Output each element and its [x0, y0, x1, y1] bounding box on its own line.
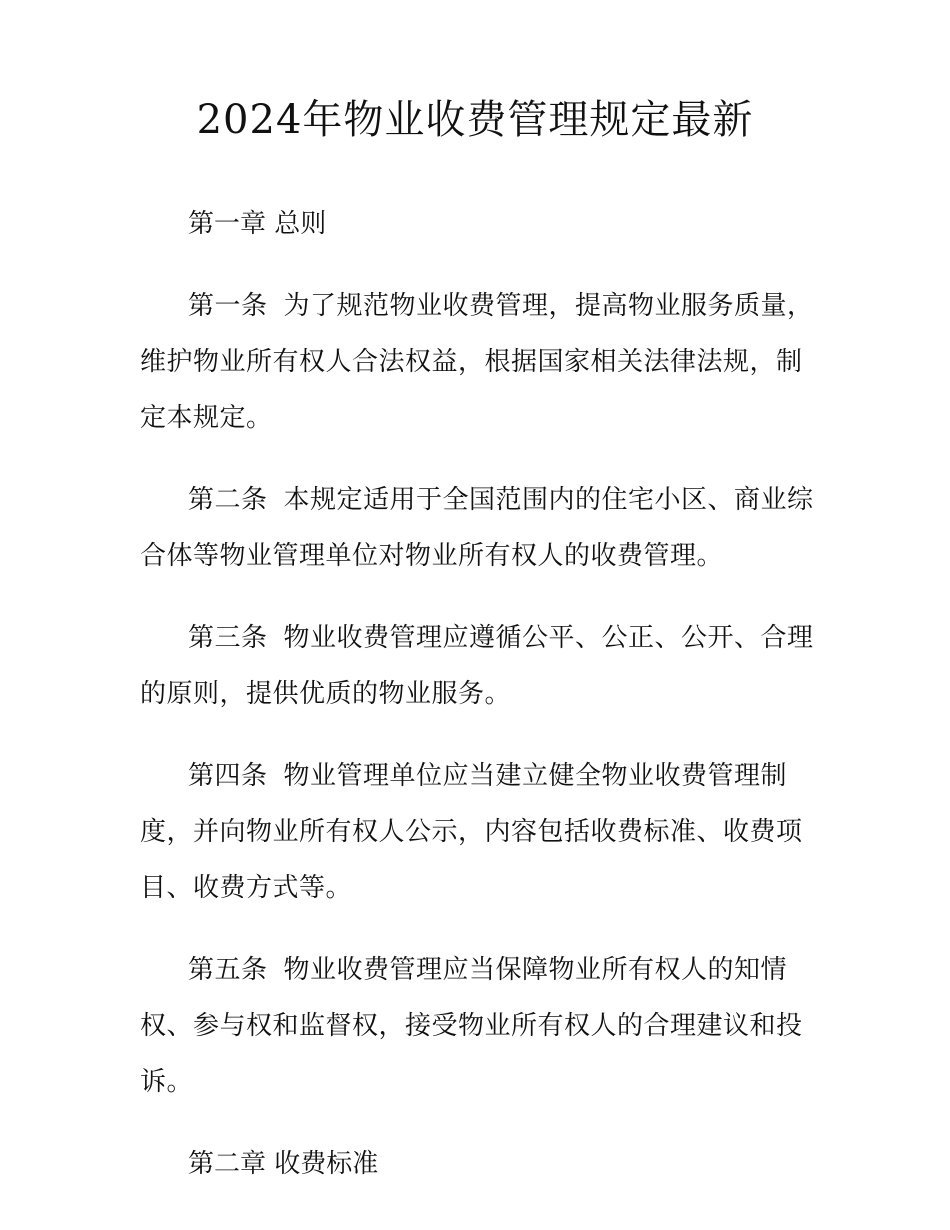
- article-text: 为了规范物业收费管理，提高物业服务质量，维护物业所有权人合法权益，根据国家相关法律法规，制定本规定。: [140, 291, 814, 433]
- article-2: [140, 472, 820, 584]
- article-label: 第五条: [188, 955, 268, 985]
- document-title: 2024年物业收费管理规定最新: [196, 97, 754, 143]
- chapter-heading-2: 第二章 收费标准: [188, 1149, 379, 1179]
- article-label: 第三条: [188, 623, 268, 653]
- article-text: 本规定适用于全国范围内的住宅小区、商业综合体等物业管理单位对物业所有权人的收费管理。: [140, 485, 814, 571]
- article-text: 物业管理单位应当建立健全物业收费管理制度，并向物业所有权人公示，内容包括收费标准、收费项目、收费方式等。: [140, 761, 803, 903]
- article-label: 第一条: [188, 291, 268, 321]
- article-1: [140, 278, 820, 446]
- article-4: [140, 748, 820, 916]
- article-5: [140, 942, 820, 1110]
- document-body: [140, 196, 820, 1218]
- article-3: [140, 610, 820, 722]
- article-label: 第四条: [188, 761, 268, 791]
- chapter-heading-1: 第一章 总则: [188, 209, 327, 239]
- article-text: 物业收费管理应遵循公平、公正、公开、合理的原则，提供优质的物业服务。: [140, 623, 814, 709]
- article-label: 第二条: [188, 485, 268, 515]
- article-text: 物业收费管理应当保障物业所有权人的知情权、参与权和监督权，接受物业所有权人的合理建议和投诉。: [140, 955, 803, 1097]
